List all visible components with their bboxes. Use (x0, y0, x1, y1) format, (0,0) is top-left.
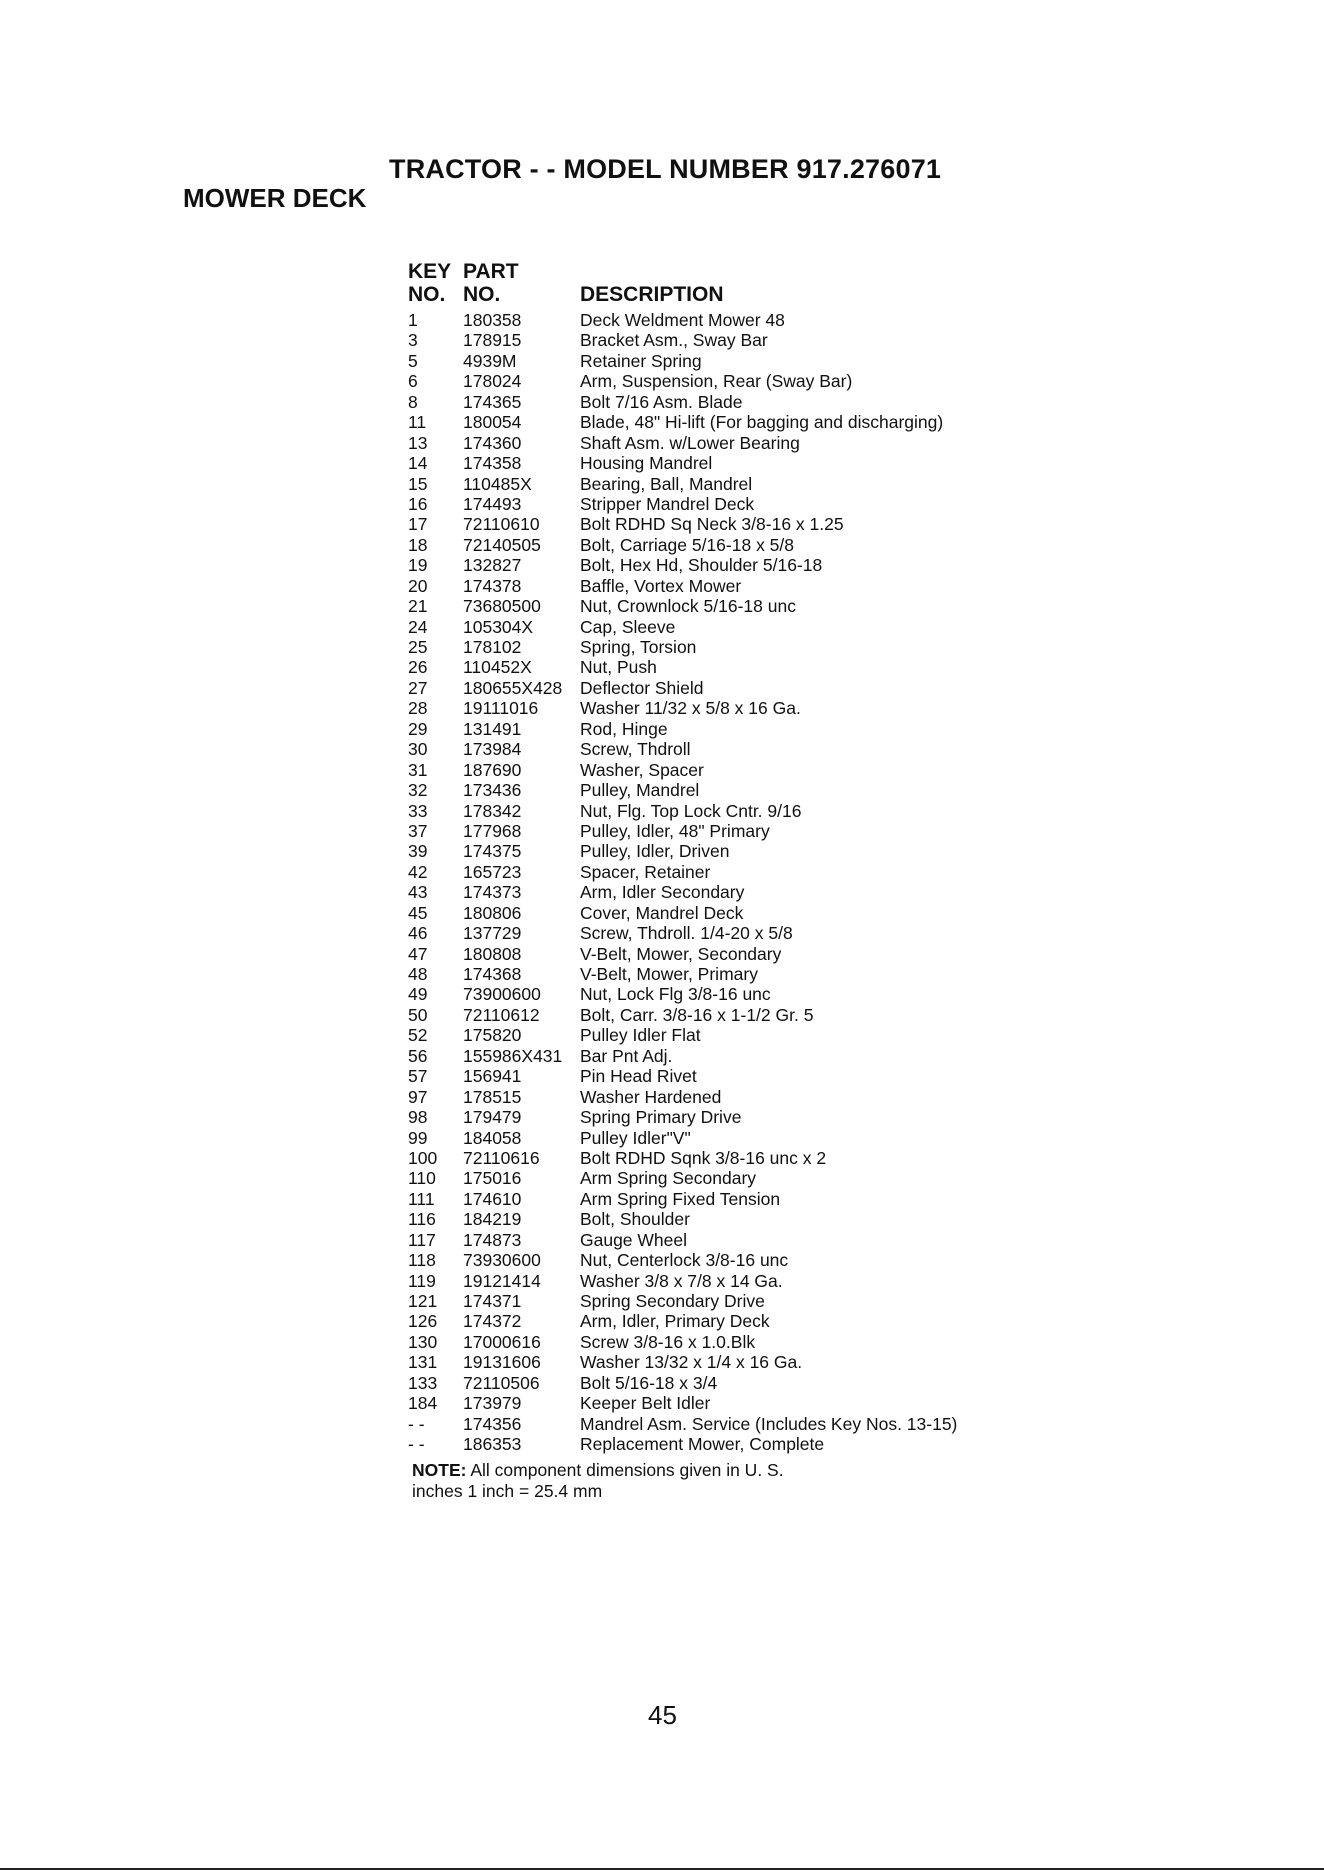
part-description: Pulley Idler"V" (580, 1127, 691, 1148)
table-row (408, 923, 1048, 943)
part-number: 173984 (463, 739, 522, 760)
part-description: Replacement Mower, Complete (580, 1434, 825, 1455)
note-line1 (412, 1460, 784, 1481)
part-description: Pulley, Idler, Driven (580, 841, 730, 862)
part-description: Pulley, Idler, 48" Primary (580, 820, 770, 841)
key-number: 1 (408, 310, 418, 330)
part-number: 174356 (463, 1413, 522, 1434)
key-number: 24 (408, 616, 428, 637)
table-row (408, 474, 1048, 494)
part-number: 72110506 (463, 1372, 540, 1393)
part-description: Nut, Crownlock 5/16-18 unc (580, 596, 796, 617)
table-row (408, 1393, 1048, 1413)
part-description: Nut, Push (580, 657, 657, 678)
part-number: 175016 (463, 1168, 522, 1189)
part-number: 174378 (463, 575, 522, 596)
part-description: Arm, Idler Secondary (580, 882, 745, 903)
key-number: 56 (408, 1045, 428, 1066)
table-row (408, 862, 1048, 882)
column-header-key-line2: NO. (408, 283, 446, 306)
part-description: Cover, Mandrel Deck (580, 902, 744, 923)
table-row (408, 780, 1048, 800)
table-row (408, 1373, 1048, 1393)
key-number: 45 (408, 902, 428, 923)
key-number: 98 (408, 1107, 428, 1128)
key-number: 30 (408, 739, 428, 760)
key-number: 131 (408, 1352, 438, 1373)
table-row (408, 719, 1048, 739)
table-row (408, 1168, 1048, 1188)
key-number: 100 (408, 1147, 438, 1168)
key-number: 18 (408, 534, 428, 555)
part-number: 174368 (463, 964, 522, 984)
key-number: 32 (408, 780, 428, 801)
table-row (408, 984, 1048, 1004)
part-description: Bolt, Carr. 3/8-16 x 1-1/2 Gr. 5 (580, 1004, 814, 1025)
part-description: Deflector Shield (580, 677, 704, 698)
key-number: 126 (408, 1311, 438, 1332)
key-number: 117 (408, 1229, 436, 1250)
table-row (408, 1230, 1048, 1250)
part-description: Rod, Hinge (580, 718, 668, 739)
table-row (408, 1046, 1048, 1066)
part-description: Pulley Idler Flat (580, 1025, 701, 1046)
table-row (408, 392, 1048, 412)
part-number: 180358 (463, 310, 522, 330)
part-description: Pulley, Mandrel (580, 780, 700, 801)
part-number: 186353 (463, 1434, 522, 1455)
key-number: 121 (408, 1291, 438, 1311)
key-number: 20 (408, 575, 428, 596)
part-number: 174358 (463, 453, 522, 474)
table-row (408, 739, 1048, 759)
part-number: 184058 (463, 1127, 522, 1148)
table-row (408, 433, 1048, 453)
part-description: Stripper Mandrel Deck (580, 493, 755, 514)
key-number: 39 (408, 841, 428, 862)
part-number: 105304X (463, 616, 534, 637)
part-description: Bracket Asm., Sway Bar (580, 330, 768, 351)
table-row (408, 882, 1048, 902)
key-number: 110 (408, 1168, 436, 1189)
table-row (408, 617, 1048, 637)
part-description: Washer 13/32 x 1/4 x 16 Ga. (580, 1352, 803, 1373)
part-number: 4939M (463, 350, 517, 371)
column-header-part-line1: PART (463, 260, 519, 283)
part-number: 178342 (463, 800, 522, 821)
part-description: Spring Primary Drive (580, 1107, 742, 1128)
table-row (408, 514, 1048, 534)
part-description: Bearing, Ball, Mandrel (580, 473, 753, 494)
key-number: 99 (408, 1127, 428, 1148)
section-title: MOWER DECK (183, 183, 367, 213)
table-row (408, 555, 1048, 575)
table-row (408, 678, 1048, 698)
part-description: Blade, 48" Hi-lift (For bagging and discharging) (580, 412, 944, 433)
column-header-description: DESCRIPTION (580, 283, 724, 306)
key-number: 29 (408, 718, 428, 739)
table-row (408, 351, 1048, 371)
part-description: Washer, Spacer (580, 759, 704, 780)
table-row (408, 494, 1048, 514)
part-number: 175820 (463, 1025, 522, 1046)
key-number: - - (408, 1413, 425, 1434)
key-number: 16 (408, 493, 428, 514)
table-row (408, 576, 1048, 596)
part-number: 156941 (463, 1066, 522, 1087)
part-description: Washer 11/32 x 5/8 x 16 Ga. (580, 698, 801, 719)
part-number: 174372 (463, 1311, 522, 1332)
part-number: 178915 (463, 330, 522, 351)
key-number: 111 (408, 1188, 435, 1209)
part-description: Bolt 7/16 Asm. Blade (580, 391, 743, 412)
table-row (408, 760, 1048, 780)
page-title: TRACTOR - - MODEL NUMBER 917.276071 (389, 154, 942, 184)
table-row (408, 821, 1048, 841)
table-row (408, 330, 1048, 350)
part-number: 73930600 (463, 1250, 541, 1271)
part-number: 178024 (463, 371, 522, 392)
part-number: 174375 (463, 841, 522, 862)
column-header-key-line1: KEY (408, 260, 452, 283)
key-number: 50 (408, 1004, 428, 1025)
table-row (408, 801, 1048, 821)
table-row (408, 310, 1048, 330)
part-description: Washer Hardened (580, 1086, 722, 1107)
key-number: 42 (408, 861, 428, 882)
key-number: 48 (408, 964, 428, 984)
part-description: Housing Mandrel (580, 453, 713, 474)
part-description: Baffle, Vortex Mower (580, 575, 742, 596)
table-row (408, 1352, 1048, 1372)
part-number: 72110616 (463, 1147, 540, 1168)
part-number: 178102 (463, 637, 522, 657)
key-number: 27 (408, 677, 428, 698)
part-description: Bolt, Carriage 5/16-18 x 5/8 (580, 534, 795, 555)
table-row (408, 698, 1048, 718)
part-description: Pin Head Rivet (580, 1066, 697, 1087)
part-description: Cap, Sleeve (580, 616, 676, 637)
part-number: 174373 (463, 882, 522, 903)
part-number: 110452X (463, 657, 532, 678)
part-description: Nut, Centerlock 3/8-16 unc (580, 1250, 789, 1271)
part-description: Washer 3/8 x 7/8 x 14 Ga. (580, 1270, 783, 1291)
part-description: Nut, Lock Flg 3/8-16 unc (580, 984, 771, 1005)
key-number: 47 (408, 943, 428, 964)
part-description: Arm Spring Fixed Tension (580, 1188, 781, 1209)
key-number: - - (408, 1434, 425, 1455)
key-number: 133 (408, 1372, 438, 1393)
table-row (408, 1414, 1048, 1434)
part-number: 72110612 (463, 1004, 540, 1025)
part-number: 174371 (463, 1291, 522, 1311)
part-number: 177968 (463, 820, 522, 841)
table-row (408, 1005, 1048, 1025)
part-number: 131491 (463, 718, 522, 739)
part-description: Bolt RDHD Sq Neck 3/8-16 x 1.25 (580, 514, 844, 535)
part-number: 72110610 (463, 514, 540, 535)
part-description: Bolt, Shoulder (580, 1209, 690, 1230)
key-number: 57 (408, 1066, 428, 1087)
key-number: 25 (408, 637, 428, 657)
page-number: 45 (648, 1700, 677, 1730)
part-description: V-Belt, Mower, Secondary (580, 943, 782, 964)
part-description: Spring Secondary Drive (580, 1291, 765, 1311)
table-row (408, 596, 1048, 616)
key-number: 28 (408, 698, 428, 719)
note-label: NOTE: (412, 1460, 467, 1480)
bottom-rule (0, 1868, 1324, 1870)
key-number: 17 (408, 514, 428, 535)
table-row (408, 1107, 1048, 1127)
part-description: Bolt, Hex Hd, Shoulder 5/16-18 (580, 555, 823, 576)
part-description: Screw 3/8-16 x 1.0.Blk (580, 1331, 756, 1352)
key-number: 19 (408, 555, 428, 576)
table-row (408, 535, 1048, 555)
key-number: 119 (408, 1270, 436, 1291)
table-row (408, 1332, 1048, 1352)
key-number: 8 (408, 391, 418, 412)
table-row (408, 1066, 1048, 1086)
part-description: Arm Spring Secondary (580, 1168, 757, 1189)
key-number: 11 (408, 412, 427, 433)
table-row (408, 1025, 1048, 1045)
part-description: Screw, Thdroll. 1/4-20 x 5/8 (580, 923, 793, 944)
part-number: 180806 (463, 902, 522, 923)
table-row (408, 637, 1048, 657)
table-row (408, 371, 1048, 391)
table-row (408, 1148, 1048, 1168)
table-row (408, 1250, 1048, 1270)
part-number: 73680500 (463, 596, 541, 617)
part-number: 173979 (463, 1393, 522, 1414)
part-number: 174493 (463, 493, 522, 514)
table-row (408, 1128, 1048, 1148)
part-description: Mandrel Asm. Service (Includes Key Nos. 13-15) (580, 1413, 958, 1434)
part-description: Screw, Thdroll (580, 739, 691, 760)
part-number: 155986X431 (463, 1045, 563, 1066)
part-number: 19131606 (463, 1352, 541, 1373)
table-row (408, 412, 1048, 432)
part-number: 132827 (463, 555, 522, 576)
table-row (408, 657, 1048, 677)
table-row (408, 841, 1048, 861)
key-number: 21 (408, 596, 428, 617)
part-description: Deck Weldment Mower 48 (580, 310, 785, 330)
key-number: 118 (408, 1250, 436, 1271)
key-number: 46 (408, 923, 428, 944)
part-description: Gauge Wheel (580, 1229, 688, 1250)
part-number: 17000616 (463, 1331, 541, 1352)
key-number: 13 (408, 432, 428, 453)
key-number: 15 (408, 473, 428, 494)
part-number: 179479 (463, 1107, 522, 1128)
column-header-part-line2: NO. (463, 283, 501, 306)
table-row (408, 944, 1048, 964)
part-number: 184219 (463, 1209, 522, 1230)
key-number: 26 (408, 657, 428, 678)
part-description: Arm, Suspension, Rear (Sway Bar) (580, 371, 853, 392)
part-number: 180054 (463, 412, 522, 433)
part-number: 19121414 (463, 1270, 541, 1291)
note-text: All component dimensions given in U. S. (470, 1460, 784, 1480)
key-number: 97 (408, 1086, 428, 1107)
part-number: 110485X (463, 473, 532, 494)
table-row (408, 1087, 1048, 1107)
key-number: 184 (408, 1393, 438, 1414)
table-row (408, 964, 1048, 984)
key-number: 49 (408, 984, 428, 1005)
key-number: 52 (408, 1025, 428, 1046)
table-row (408, 1434, 1048, 1454)
parts-list (408, 310, 1048, 1455)
key-number: 130 (408, 1331, 438, 1352)
part-number: 72140505 (463, 534, 541, 555)
key-number: 5 (408, 350, 418, 371)
table-row (408, 903, 1048, 923)
part-number: 19111016 (463, 698, 539, 719)
part-number: 174610 (463, 1188, 522, 1209)
table-row (408, 1311, 1048, 1331)
table-row (408, 453, 1048, 473)
part-description: Spacer, Retainer (580, 861, 711, 882)
key-number: 33 (408, 800, 428, 821)
key-number: 116 (408, 1209, 436, 1230)
key-number: 6 (408, 371, 418, 392)
part-description: V-Belt, Mower, Primary (580, 964, 758, 984)
key-number: 37 (408, 820, 428, 841)
key-number: 3 (408, 330, 418, 351)
part-description: Spring, Torsion (580, 637, 697, 657)
part-number: 174365 (463, 391, 522, 412)
part-description: Bolt RDHD Sqnk 3/8-16 unc x 2 (580, 1147, 827, 1168)
part-description: Bar Pnt Adj. (580, 1045, 673, 1066)
part-number: 180655X428 (463, 677, 563, 698)
key-number: 43 (408, 882, 428, 903)
table-row (408, 1189, 1048, 1209)
table-row (408, 1271, 1048, 1291)
part-number: 174360 (463, 432, 522, 453)
table-row (408, 1291, 1048, 1311)
part-number: 174873 (463, 1229, 522, 1250)
part-description: Bolt 5/16-18 x 3/4 (580, 1372, 718, 1393)
part-description: Shaft Asm. w/Lower Bearing (580, 432, 800, 453)
part-number: 73900600 (463, 984, 541, 1005)
note-line2: inches 1 inch = 25.4 mm (412, 1481, 603, 1501)
part-number: 178515 (463, 1086, 522, 1107)
part-number: 173436 (463, 780, 522, 801)
part-number: 180808 (463, 943, 522, 964)
part-description: Retainer Spring (580, 350, 702, 371)
key-number: 14 (408, 453, 428, 474)
part-number: 137729 (463, 923, 522, 944)
part-number: 165723 (463, 861, 522, 882)
part-description: Nut, Flg. Top Lock Cntr. 9/16 (580, 800, 802, 821)
part-number: 187690 (463, 759, 522, 780)
part-description: Arm, Idler, Primary Deck (580, 1311, 770, 1332)
table-row (408, 1209, 1048, 1229)
part-description: Keeper Belt Idler (580, 1393, 711, 1414)
note (412, 1460, 784, 1502)
key-number: 31 (408, 759, 428, 780)
